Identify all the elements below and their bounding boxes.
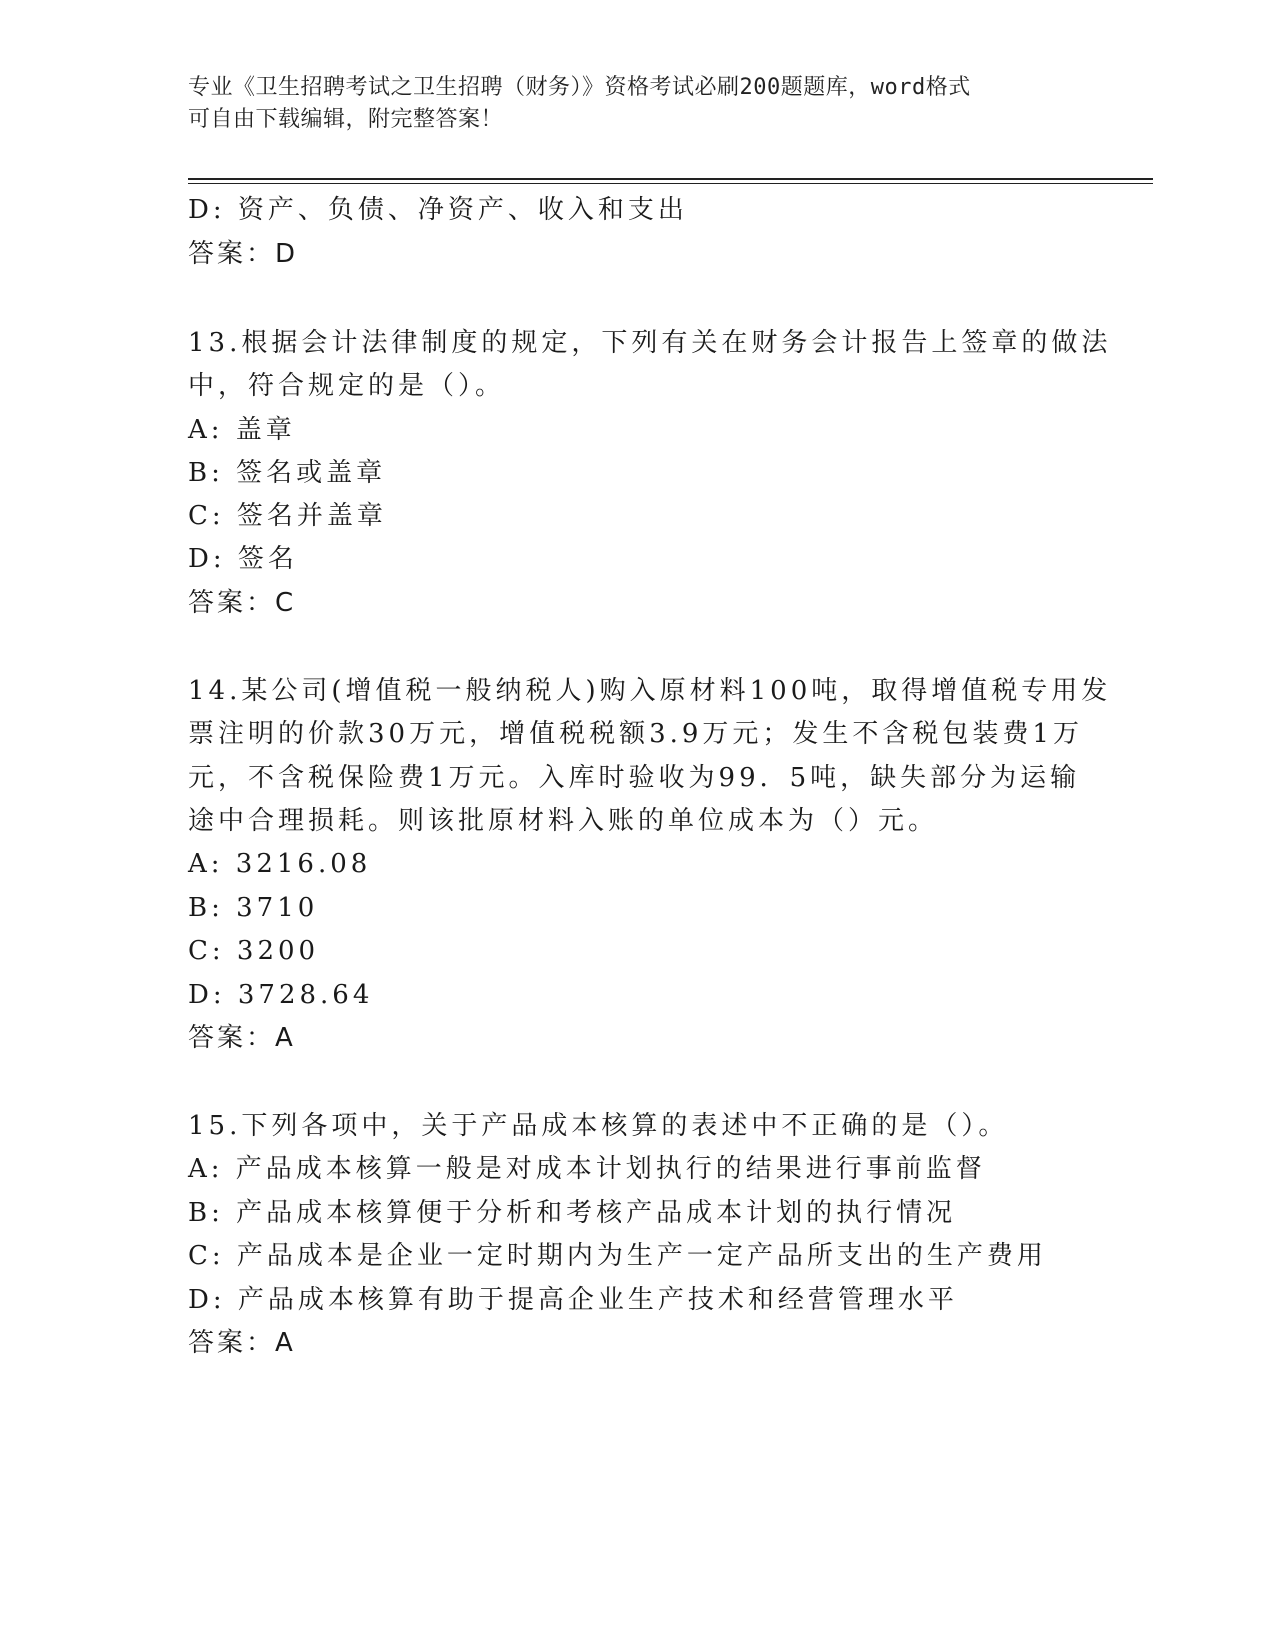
q13-option-b: B: 签名或盖章 — [188, 458, 387, 488]
q13-option-c: C: 签名并盖章 — [188, 501, 387, 531]
q14-option-d: D: 3728.64 — [188, 980, 374, 1010]
q12-answer: 答案：D — [188, 239, 299, 269]
q15-option-d: D: 产品成本核算有助于提高企业生产技术和经营管理水平 — [188, 1285, 958, 1315]
q13-stem-line-1: 13.根据会计法律制度的规定，下列有关在财务会计报告上签章的做法 — [188, 328, 1112, 358]
q14-stem-line-2: 票注明的价款30万元，增值税税额3.9万元；发生不含税包装费1万 — [188, 719, 1083, 749]
q15-option-a: A: 产品成本核算一般是对成本计划执行的结果进行事前监督 — [188, 1154, 986, 1184]
q14-option-b: B: 3710 — [188, 893, 319, 923]
q13-option-a: A: 盖章 — [188, 415, 296, 445]
header-line-2: 可自由下载编辑，附完整答案！ — [188, 107, 504, 132]
q13-option-d: D: 签名 — [188, 544, 298, 574]
q15-option-c: C: 产品成本是企业一定时期内为生产一定产品所支出的生产费用 — [188, 1241, 1047, 1271]
document-header — [188, 72, 1088, 136]
header-rule-thick — [188, 178, 1153, 180]
q12-option-d: D: 资产、负债、净资产、收入和支出 — [188, 195, 688, 225]
header-rule-thin — [188, 183, 1153, 184]
q14-answer: 答案：A — [188, 1023, 296, 1053]
header-line-1: 专业《卫生招聘考试之卫生招聘（财务）》资格考试必刷200题题库，word格式 — [188, 75, 971, 100]
q14-option-a: A: 3216.08 — [188, 849, 372, 879]
q14-stem-line-4: 途中合理损耗。则该批原材料入账的单位成本为（）元。 — [188, 806, 939, 836]
q15-stem-line-1: 15.下列各项中，关于产品成本核算的表述中不正确的是（）。 — [188, 1111, 1009, 1141]
q13-stem-line-2: 中，符合规定的是（）。 — [188, 371, 506, 401]
q15-option-b: B: 产品成本核算便于分析和考核产品成本计划的执行情况 — [188, 1198, 957, 1228]
q14-stem-line-3: 元，不含税保险费1万元。入库时验收为99．5吨，缺失部分为运输 — [188, 763, 1081, 793]
q15-answer: 答案：A — [188, 1328, 296, 1358]
q14-stem-line-1: 14.某公司(增值税一般纳税人)购入原材料100吨，取得增值税专用发 — [188, 676, 1112, 706]
q14-option-c: C: 3200 — [188, 936, 320, 966]
q13-answer: 答案：C — [188, 588, 297, 618]
